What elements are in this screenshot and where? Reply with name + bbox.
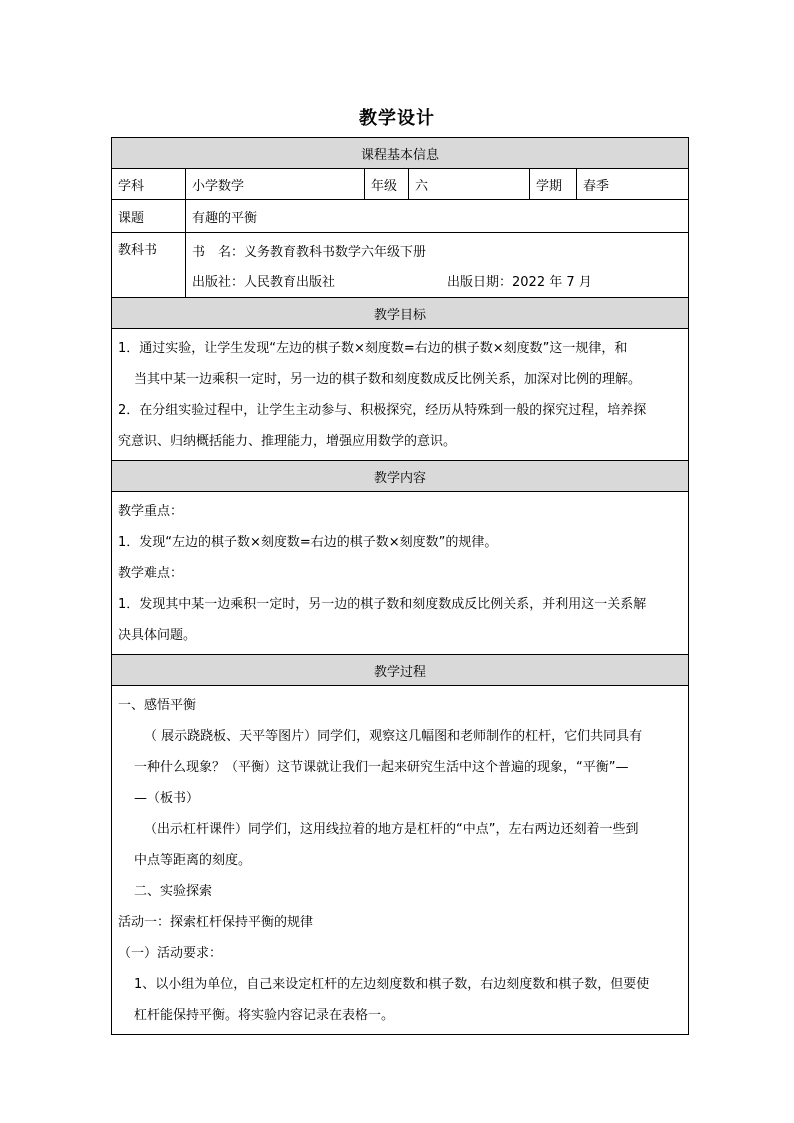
objective-1-line-2: 当其中某一边乘积一定时，另一边的棋子数和刻度数成反比例关系，加深对比例的理解。 (134, 372, 642, 387)
publication-date: 出版日期：2022 年 7 月 (447, 274, 592, 290)
objectives-header-row (112, 298, 689, 329)
textbook-row (112, 233, 689, 298)
subject-value: 小学数学 (186, 169, 365, 200)
section-header-objectives: 教学目标 (112, 298, 689, 329)
difficulty-label: 教学难点： (118, 566, 184, 581)
paragraph-1-line-1: （ 展示跷跷板、天平等图片）同学们，观察这几幅图和老师制作的杠杆，它们共同具有 (144, 729, 643, 744)
objectives-row (112, 329, 689, 461)
basic-info-header-row (112, 138, 689, 169)
term-value: 春季 (577, 169, 689, 200)
document-title: 教学设计 (359, 108, 435, 129)
requirements-title: （一）活动要求： (118, 946, 223, 961)
key-point-1: 1．发现“左边的棋子数×刻度数=右边的棋子数×刻度数”的规律。 (118, 535, 498, 550)
objectives-body (112, 329, 689, 461)
paragraph-2-line-1: （出示杠杆课件）同学们，这用线拉着的地方是杠杆的“中点”，左右两边还刻着一些到 (144, 822, 639, 837)
content-row (112, 492, 689, 655)
subject-row (112, 169, 689, 200)
topic-label: 课题 (112, 200, 186, 233)
objective-2-line-1: 2．在分组实验过程中，让学生主动参与、积极探究，经历从特殊到一般的探究过程，培养探 (118, 403, 647, 418)
grade-value: 六 (409, 169, 530, 200)
objective-1-line-1: 1．通过实验，让学生发现“左边的棋子数×刻度数=右边的棋子数×刻度数”这一规律，和 (118, 341, 628, 356)
paragraph-2-line-2: 中点等距离的刻度。 (134, 853, 252, 868)
publisher-line (192, 265, 682, 295)
objective-2-line-2: 究意识、归纳概括能力、推理能力，增强应用数学的意识。 (118, 434, 457, 449)
section-2-title: 二、实验探索 (134, 884, 213, 899)
lesson-plan-table (111, 137, 689, 1035)
process-row (112, 686, 689, 1035)
section-header-content: 教学内容 (112, 461, 689, 492)
topic-row (112, 200, 689, 233)
subject-label: 学科 (112, 169, 186, 200)
content-body (112, 492, 689, 655)
difficulty-1-line-2: 决具体问题。 (118, 628, 197, 643)
section-1-title: 一、感悟平衡 (118, 698, 197, 713)
requirement-1-line-1: 1、以小组为单位，自己来设定杠杆的左边刻度数和棋子数，右边刻度数和棋子数，但要使 (134, 977, 650, 992)
textbook-label: 教科书 (112, 233, 186, 298)
textbook-details (186, 233, 689, 298)
process-header-row (112, 655, 689, 686)
term-label: 学期 (530, 169, 577, 200)
process-body (112, 686, 689, 1035)
requirement-1-line-2: 杠杆能保持平衡。将实验内容记录在表格一。 (134, 1008, 395, 1023)
book-name: 书 名：义务教育教科书数学六年级下册 (192, 244, 427, 260)
section-header-process: 教学过程 (112, 655, 689, 686)
paragraph-1-line-2: 一种什么现象？（平衡）这节课就让我们一起来研究生活中这个普遍的现象，“平衡”— (134, 760, 629, 775)
grade-label: 年级 (365, 169, 409, 200)
activity-1-title: 活动一：探索杠杆保持平衡的规律 (118, 915, 314, 930)
key-points-label: 教学重点： (118, 504, 184, 519)
paragraph-1-line-3: —（板书） (134, 791, 200, 806)
publisher: 出版社：人民教育出版社 (192, 274, 336, 290)
difficulty-1-line-1: 1．发现其中某一边乘积一定时，另一边的棋子数和刻度数成反比例关系，并利用这一关系解 (118, 597, 647, 612)
section-header-basic-info: 课程基本信息 (112, 138, 689, 169)
topic-value: 有趣的平衡 (186, 200, 689, 233)
content-header-row (112, 461, 689, 492)
